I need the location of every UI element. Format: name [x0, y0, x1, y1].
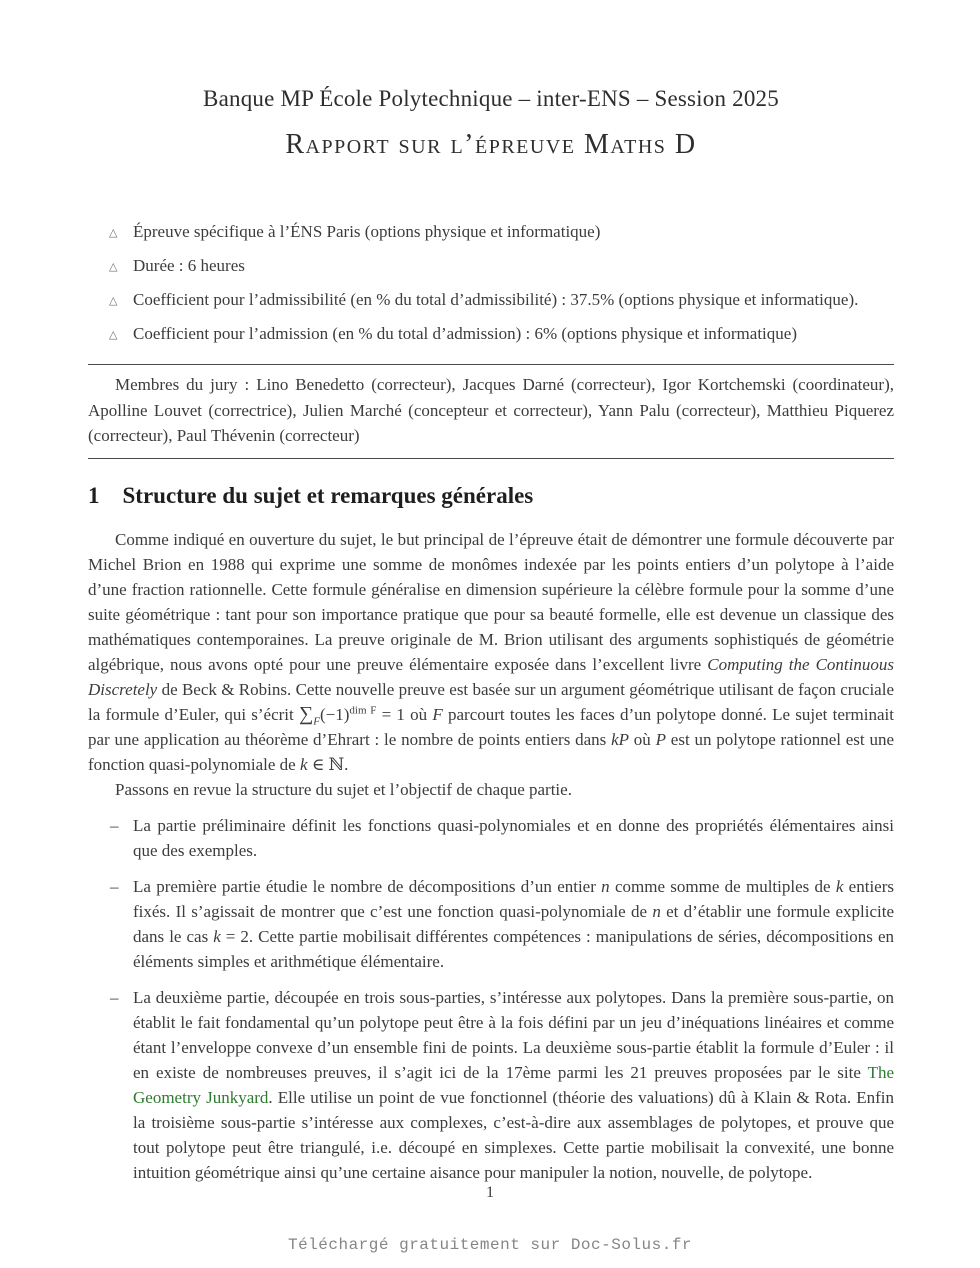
paragraph-text: Comme indiqué en ouverture du sujet, le but principal de l’épreuve était de démontrer une formule découverte par Michel Brion en 1988 qui exprime une somme de monômes indexée par les points entiers d’un polytope à l’aide d’une fraction rationnelle. Cette formule généralise en dimension supérieure la célèbre formule pour la somme d’une suite géométrique : tant pour son importance pratique que pour sa beauté formelle, elle est devenue un classique des mathématiques contemporaines. La preuve originale de M. Brion utilisant des arguments sophistiqués de géométrie algébrique, nous avons opté pour une preuve élémentaire exposée dans l’excellent livre: [88, 529, 894, 674]
book-title-italic: Computing the Continuous Discretely: [88, 654, 894, 699]
document-title: Banque MP École Polytechnique – inter-ENS – Session 2025: [203, 86, 779, 111]
body-paragraph: Passons en revue la structure du sujet et l’objectif de chaque partie.: [115, 779, 572, 799]
math-variable: n: [652, 901, 661, 921]
math-variable: n: [601, 876, 610, 896]
triangle-bullet-icon: △: [109, 227, 118, 239]
math-exponent: dim F: [349, 703, 377, 716]
math-text: = 1 où: [376, 704, 433, 724]
sum-subscript: F: [313, 714, 320, 727]
paragraph-text: de Beck & Robins. Cette nouvelle preuve est basée sur un argument géométrique utilisant de façon cruciale la formule d’Euler, qui s’écrit: [88, 679, 894, 724]
jury-paragraph: Membres du jury : Lino Benedetto (correcteur), Jacques Darné (correcteur), Igor Kortchemski (coordinateur), Apolline Louvet (correctrice), Julien Marché (concepteur et correcteur), Yann Palu (correcteur), Matthieu Piquerez (correcteur), Paul Thévenin (correcteur): [88, 375, 894, 445]
paragraph-text: où: [629, 729, 656, 749]
triangle-bullet-icon: △: [109, 295, 118, 307]
paragraph-text: est un polytope rationnel est une fonction quasi-polynomiale de: [88, 729, 894, 774]
list-item-text: entiers fixés. Il s’agissait de montrer que c’est une fonction quasi-polynomiale de: [133, 876, 894, 921]
triangle-bullet-icon: △: [109, 329, 118, 341]
list-item-text: Durée : 6 heures: [133, 256, 245, 275]
list-item: [88, 813, 894, 863]
math-text: (−1): [319, 704, 350, 724]
page-content: [88, 0, 894, 1185]
list-item-text: et d’établir une formule explicite dans le cas: [133, 901, 894, 946]
exam-info-list: [88, 219, 894, 346]
math-variable: F: [432, 704, 443, 724]
list-item: [88, 219, 894, 244]
jury-block: [88, 364, 894, 459]
math-variable: kP: [611, 729, 629, 749]
list-item-text: comme somme de multiples de: [609, 876, 836, 896]
list-item-text: Épreuve spécifique à l’ÉNS Paris (options physique et informatique): [133, 222, 601, 241]
math-variable: k: [213, 926, 221, 946]
paragraph-text: parcourt toutes les faces d’un polytope donné. Le sujet terminait par une application au théorème d’Ehrart : le nombre de points entiers dans: [88, 704, 894, 749]
parts-overview-list: [88, 813, 894, 1185]
section-heading: [88, 483, 894, 509]
section-number: 1: [88, 482, 100, 508]
list-item-text: La partie préliminaire définit les fonctions quasi-polynomiales et en donne des propriétés élémentaires ainsi que des exemples.: [133, 815, 894, 860]
section-title: Structure du sujet et remarques générales: [122, 482, 534, 508]
sum-symbol: ∑: [298, 702, 314, 725]
dash-bullet-icon: –: [110, 876, 119, 896]
list-item-text: La première partie étudie le nombre de décompositions d’un entier: [133, 876, 602, 896]
list-item-text: Coefficient pour l’admissibilité (en % du total d’admissibilité) : 37.5% (options physique et informatique).: [133, 290, 859, 309]
watermark-text: Téléchargé gratuitement sur Doc-Solus.fr: [287, 1236, 693, 1254]
geometry-junkyard-link[interactable]: The Geometry Junkyard: [133, 1062, 894, 1107]
dash-bullet-icon: –: [110, 987, 119, 1007]
list-item: [88, 874, 894, 974]
dash-bullet-icon: –: [110, 815, 119, 835]
page-number: 1: [486, 1184, 494, 1201]
document-subtitle: Rapport sur l’épreuve Maths D: [285, 129, 697, 160]
list-item: [88, 321, 894, 346]
list-item: [88, 985, 894, 1185]
triangle-bullet-icon: △: [109, 261, 118, 273]
paragraph-text: ∈ ℕ.: [307, 754, 349, 774]
list-item-text: = 2. Cette partie mobilisait différentes compétences : manipulations de séries, décompositions en éléments simples et arithmétique élémentaire.: [133, 926, 894, 971]
list-item-text: . Elle utilise un point de vue fonctionnel (théorie des valuations) dû à Klain & Rota. Enfin la troisième sous-partie s’intéresse aux complexes, c’est-à-dire aux assemblages de polytopes, et prouve que tout polytope peut être triangulé, i.e. découpé en simplexes. Cette partie mobilisait la convexité, une bonne intuition géométrique ainsi qu’une certaine aisance pour manipuler la notion, nouvelle, de polytope.: [133, 1087, 894, 1182]
math-variable: P: [655, 729, 666, 749]
math-variable: k: [835, 876, 844, 896]
list-item: [88, 253, 894, 278]
list-item-text: Coefficient pour l’admission (en % du total d’admission) : 6% (options physique et informatique): [133, 324, 797, 343]
body-paragraph: [88, 527, 894, 777]
list-item-text: La deuxième partie, découpée en trois sous-parties, s’intéresse aux polytopes. Dans la première sous-partie, on établit le fait fondamental qu’un polytope peut être à la fois défini par un jeu d’inéquations linéaires et comme étant l’enveloppe convexe d’un ensemble fini de points. La deuxième sous-partie établit la formule d’Euler : il en existe de nombreuses preuves, il s’agit ici de la 17ème parmi les 21 preuves proposées par le site: [133, 987, 894, 1082]
math-variable: k: [299, 754, 308, 774]
list-item: [88, 287, 894, 312]
